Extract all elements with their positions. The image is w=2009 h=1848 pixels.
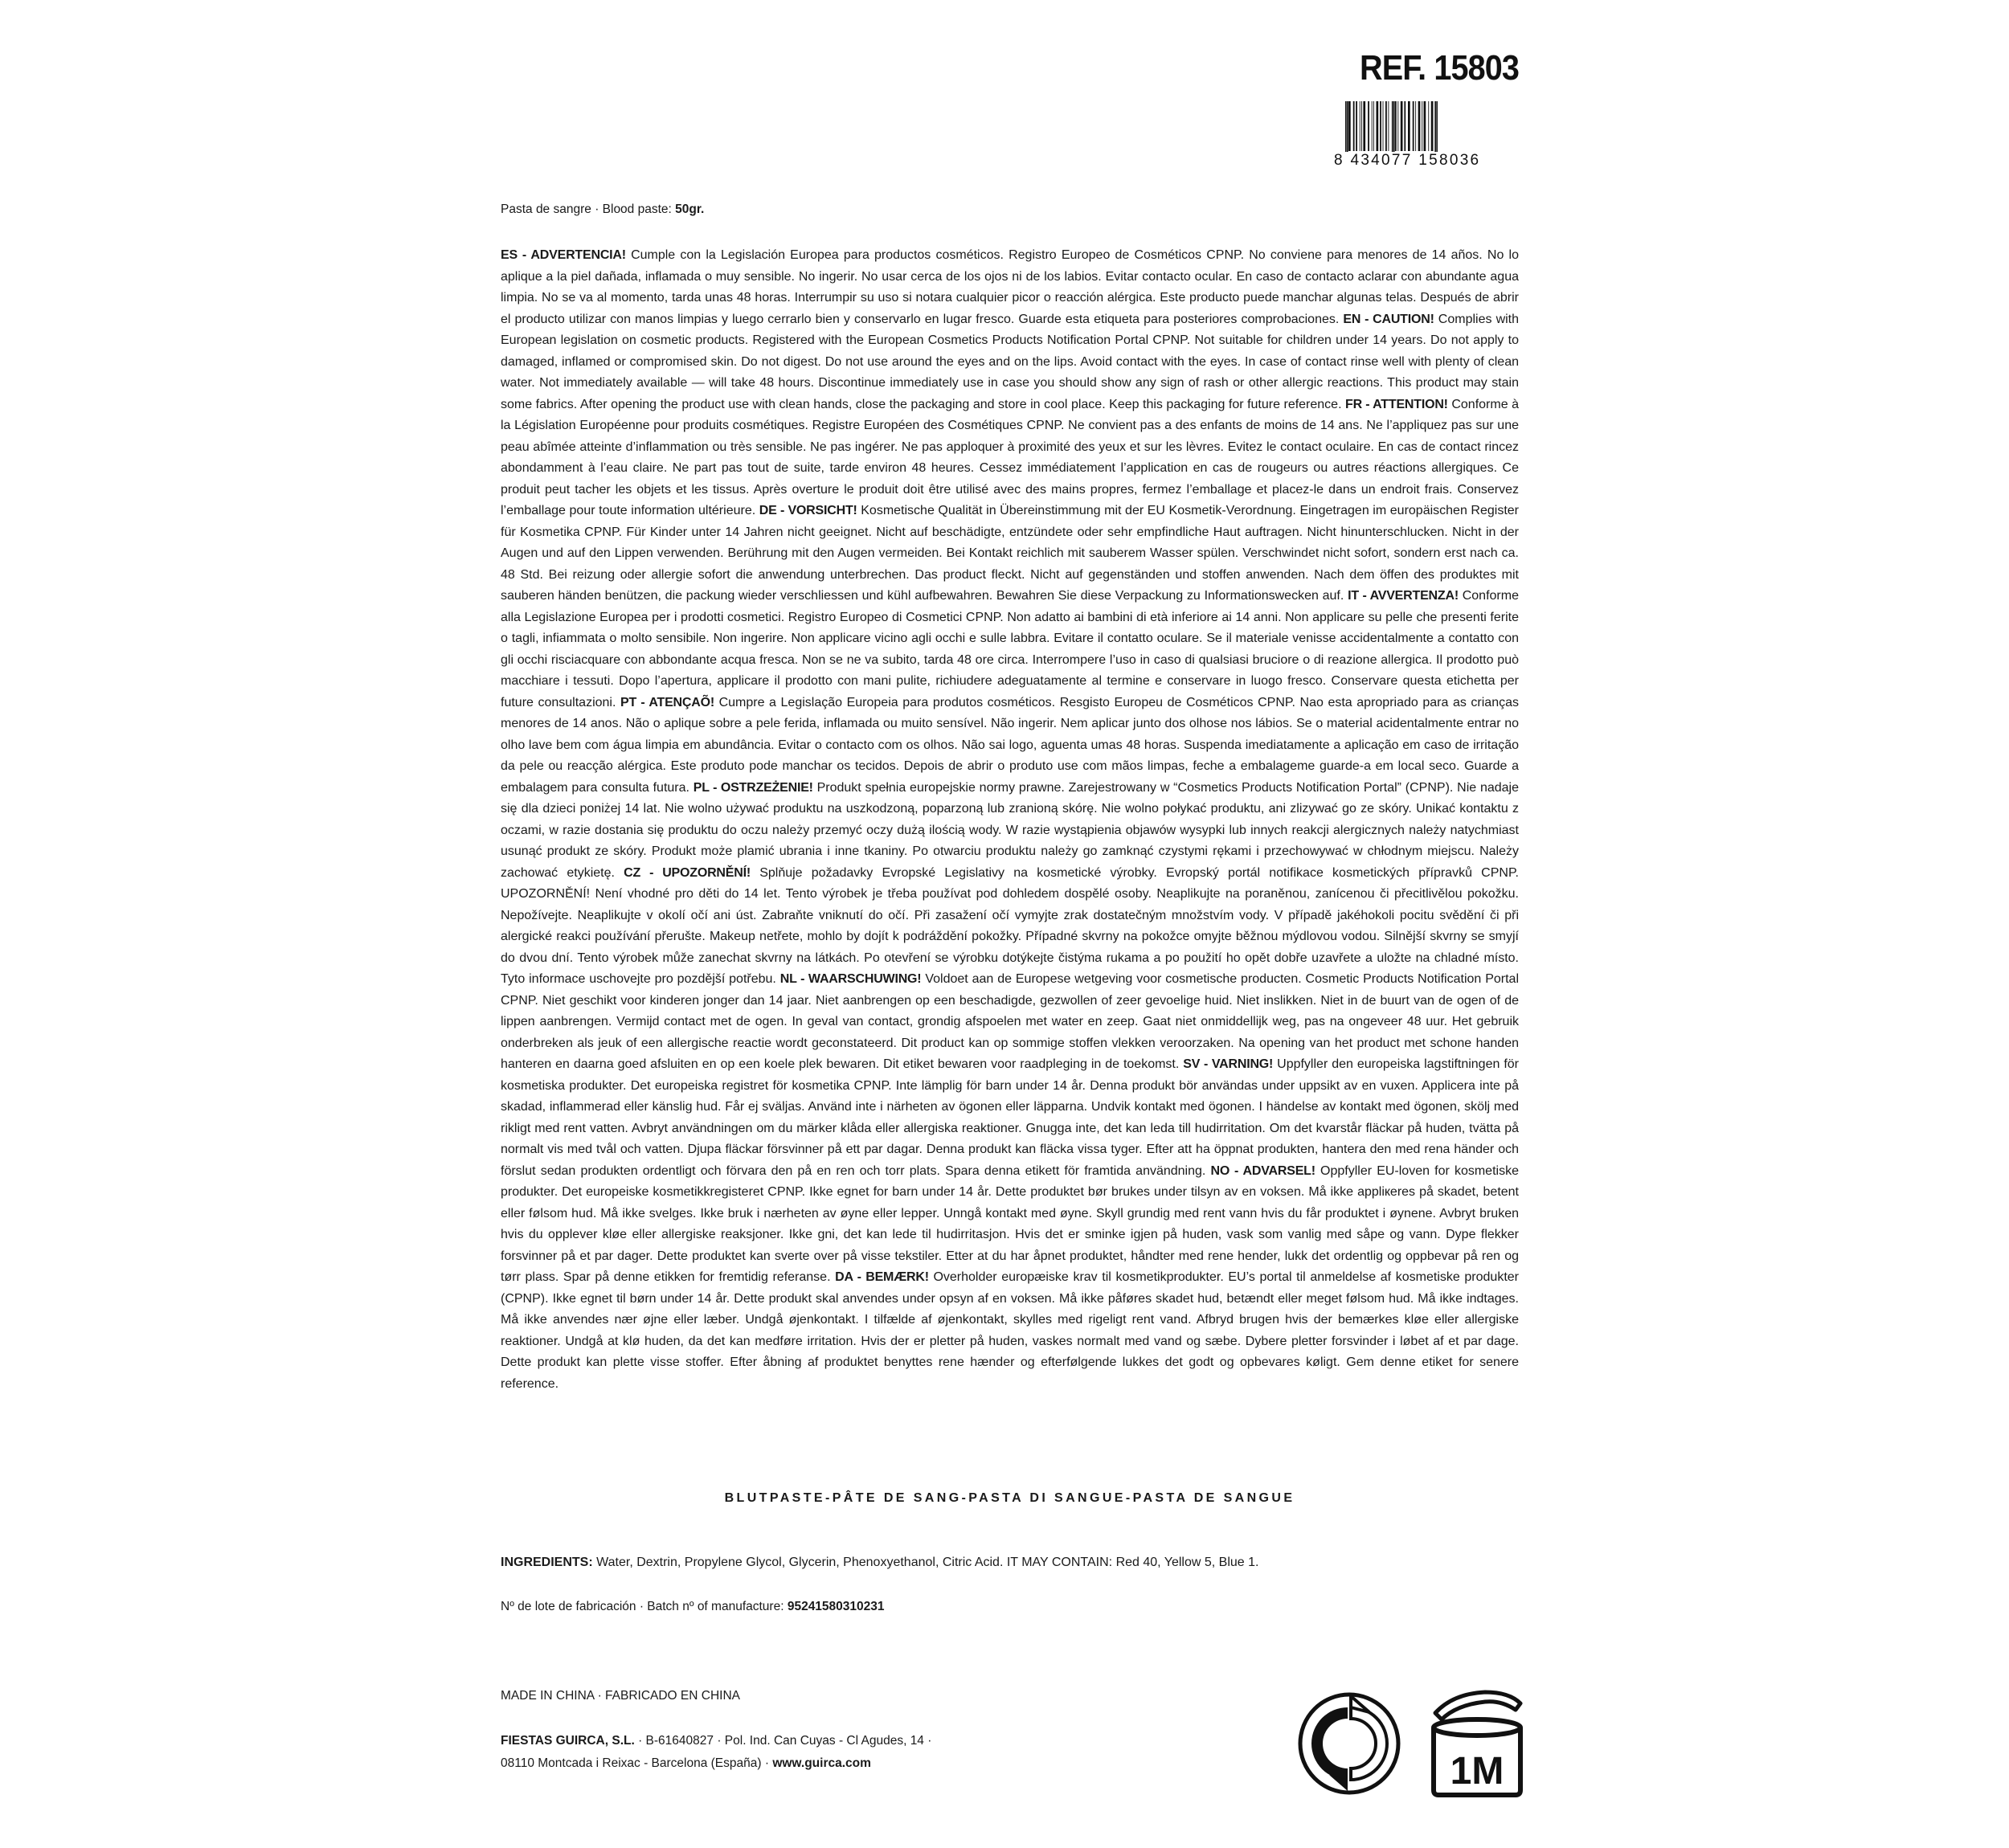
reference-number: REF. 15803	[1360, 48, 1519, 88]
warning-text-cz: Splňuje požadavky Evropské Legislativy na kosmetické výrobky. Evropský portál notifikace kosmetických přípravků CPNP. UPOZORNĚNÍ! Není vhodné pro děti do 14 let. Tento výrobek je třeba používat pod dohledem dospělé osoby. Neaplikujte na poraněnou, zanícenou či přecitlivělou pokožku. Nepožívejte. Neaplikujte v okolí očí ani úst. Zabraňte vniknutí do očí. Při zasažení očí vymyjte zrak dostatečným množstvím vody. V případě jakéhokoli pocitu svědění či při alergické reakci používání přerušte. Makeup netřete, mohlo by dojít k podráždění pokožky. Případné skvrny na pokožce omyjte běžnou mýdlovou vodou. Silnější skvrny se smyjí do dvou dní. Tento výrobek může zanechat skvrny na látkách. Po otevření se výrobku dotýkejte čistýma rukama a po použití ho opět dobře uzavřete a uložte na chladné místo. Tyto informace uschovejte pro pozdější potřebu.	[501, 865, 1520, 986]
warning-heading-no: NO - ADVARSEL!	[1210, 1163, 1315, 1178]
warning-heading-pt: PT - ATENÇAÕ!	[620, 695, 714, 709]
warning-heading-it: IT - AVVERTENZA!	[1348, 589, 1459, 603]
warning-text-fr: Conforme à la Législation Européenne pour produits cosmétiques. Registre Européen des Cosmétiques CPNP. Ne convient pas a des enfants de moins de 14 ans. Ne l’appliquez pas sur une peau abîmée atteinte d’inflammation ou très sensible. Ne pas ingérer. Ne pas apploquer à proximité des yeux et sur les lèvres. Evitez le contact oculaire. En cas de contact rincez abondamment à l’eau claire. Ne part pas tout de suite, tarde environ 48 heures. Cessez immédiatement l’application en cas de rougeurs ou autres réactions allergiques. Ce produit peut tacher les objets et les tissus. Après overture le produit doit être utilisé avec des mains propres, fermez l’emballage et placez-le dans un endroit frais. Conservez l’emballage pour toute information ultérieure.	[501, 397, 1519, 517]
warning-heading-nl: NL - WAARSCHUWING!	[779, 972, 922, 986]
warning-heading-sv: SV - VARNING!	[1183, 1057, 1274, 1071]
barcode-digits: 8 434077 158036	[1334, 152, 1520, 170]
batch-line	[501, 1600, 885, 1614]
warning-heading-de: DE - VORSICHT!	[759, 504, 857, 517]
warning-heading-en: EN - CAUTION!	[1343, 312, 1434, 326]
warning-text-de: Kosmetische Qualität in Übereinstimmung mit der EU Kosmetik-Verordnung. Eingetragen im europäischen Register für Kosmetika CPNP. Für Kinder unter 14 Jahren nicht geeignet. Nicht auf beschädigte, entzündete oder sehr empfindliche Haut auftragen. Nicht hinunterschlucken. Nicht in der Augen und auf den Lippen verwenden. Berührung mit den Augen vermeiden. Bei Kontakt reichlich mit sauberem Wasser spülen. Verschwindet nicht sofort, sondern erst nach ca. 48 Std. Bei reizung oder allergie sofort die anwendung unterbrechen. Das product fleckt. Nicht auf gegenständen und stoffen anwenden. Nach dem öffen des produktes mit sauberen händen benützen, die packung wieder verschliessen und kühl aufbewahren. Bewahren Sie diese Verpackung zu Informationswecken auf.	[501, 504, 1519, 603]
batch-number: 95241580310231	[787, 1600, 885, 1613]
company-info	[501, 1730, 931, 1775]
warning-text-nl: Voldoet aan de Europese wetgeving voor cosmetische producten. Cosmetic Products Notification Portal CPNP. Niet geschikt voor kinderen jonger dan 14 jaar. Niet aanbrengen op een beschadigde, gezwollen of zeer gevoelige huid. Niet inslikken. Niet in de buurt van de ogen of de lippen aanbrengen. Vermijd contact met de ogen. In geval van contact, grondig afspoelen met water en zeep. Gaat niet onmiddellijk weg, pas na ongeveer 48 uur. Het gebruik onderbreken als jeuk of een allergische reactie wordt geconstateerd. Dit product kan op sommige stoffen vlekken veroorzaken. Na opening van het product met schone handen hanteren en daarna goed afsluiten en op een koele plek bewaren. Dit etiket bewaren voor raadpleging in de toekomst.	[501, 972, 1519, 1071]
warning-heading-fr: FR - ATTENTION!	[1345, 397, 1448, 411]
company-line-1	[501, 1730, 931, 1752]
warning-heading-cz: CZ - UPOZORNĚNÍ!	[624, 865, 751, 880]
product-weight: 50gr.	[675, 202, 705, 216]
warning-text-en: Complies with European legislation on cosmetic products. Registered with the European Cosmetics Products Notification Portal CPNP. Not suitable for children under 14 years. Do not apply to damaged, inflamed or compromised skin. Do not digest. Do not use around the eyes and on the lips. Avoid contact with the eyes. In case of contact rinse well with plenty of clean water. Not immediately available — will take 48 hours. Discontinue immediately use in case you should show any sign of rash or other allergic reactions. This product may stain some fabrics. After opening the product use with clean hands, close the packaging and store in cool place. Keep this packaging for future reference.	[501, 312, 1520, 411]
green-dot-recycle-icon	[1297, 1691, 1401, 1796]
product-name	[501, 202, 704, 217]
warning-heading-es: ES - ADVERTENCIA!	[501, 248, 626, 262]
warning-text-pt: Cumpre a Legislação Europeia para produtos cosméticos. Resgisto Europeu de Cosméticos CPNP. Nao esta apropriado para as crianças menores de 14 anos. Não o aplique sobre a pele ferida, inflamada ou muito sensível. Não ingerir. Nem aplicar junto dos olhose nos lábios. Se o material acidentalmente entrar no olho lave bem com água limpia em abundância. Evitar o contacto com os olhos. Não sai logo, aguenta umas 48 horas. Suspenda imediatamente a aplicação em caso de irritação da pele ou reacção alérgica. Este produto pode manchar os tecidos. Depois de abrir o produto use com mãos limpas, feche a embalageme guarde-a em local seco. Guarde a embalagem para consulta futura.	[501, 695, 1519, 795]
warning-heading-pl: PL - OSTRZEŻENIE!	[693, 780, 813, 795]
warning-text-da: Overholder europæiske krav til kosmetikprodukter. EU’s portal til anmeldelse af kosmetiske produkter (CPNP). Ikke egnet til børn under 14 år. Dette produkt skal anvendes under opsyn af en voksen. Må ikke påføres skadet hud, betændt eller meget følsom hud. Må ikke indtages. Må ikke anvendes nær øjne eller læber. Undgå øjenkontakt. I tilfælde af øjenkontakt, skylles med rigeligt rent vand. Afbryd brugen hvis der bemærkes kløe eller allergiske reaktioner. Undgå at klø huden, da det kan medføre irritation. Hvis der er pletter på huden, vaskes normalt med vand og sæbe. Dybere pletter forsvinder i løbet af et par dage. Dette produkt kan plette visse stoffer. Efter åbning af produktet benyttes rene hænder og efterfølgende lukkes det godt og opbevares køligt. Gem denne etiket for senere reference.	[501, 1270, 1519, 1391]
product-label: Pasta de sangre · Blood paste:	[501, 202, 676, 216]
warning-text-es: Cumple con la Legislación Europea para productos cosméticos. Registro Europeo de Cosméticos CPNP. No conviene para menores de 14 años. No lo aplique a la piel dañada, inflamada o muy sensible. No ingerir. No usar cerca de los ojos ni de los labios. Evitar contacto ocular. En caso de contacto aclarar con abundante agua limpia. No se va al momento, tarda unas 48 horas. Interrumpir su uso si notara cualquier picor o reacción alérgica. Este producto puede manchar algunas telas. Después de abrir el producto utilizar con manos limpias y luego cerrarlo bien y conservarlo en lugar fresco. Guarde esta etiqueta para posteriores comprobaciones.	[501, 248, 1519, 326]
company-line-2	[501, 1752, 931, 1775]
product-names-line: BLUTPASTE-PÂTE DE SANG-PASTA DI SANGUE-PASTA DE SANGUE	[724, 1491, 1295, 1505]
company-city: 08110 Montcada i Reixac - Barcelona (España) ·	[501, 1756, 773, 1770]
company-website: www.guirca.com	[772, 1756, 871, 1770]
ingredients-list: Water, Dextrin, Propylene Glycol, Glycerin, Phenoxyethanol, Citric Acid. IT MAY CONTAIN: Red 40, Yellow 5, Blue 1.	[592, 1556, 1259, 1569]
warning-text-sv: Uppfyller den europeiska lagstiftningen för kosmetiska produkter. Det europeiska registret för kosmetika CPNP. Inte lämplig för barn under 14 år. Denna produkt bör användas under uppsikt av en vuxen. Applicera inte på skadad, inflammerad eller känslig hud. Får ej sväljas. Använd inte i närheten av ögonen eller läpparna. Undvik kontakt med ögonen. I händelse av kontakt med ögonen, skölj med rikligt med rent vatten. Avbryt användningen om du märker klåda eller allergiska reaktioner. Gnugga inte, det kan leda till hudirritation. Om det kvarstår fläckar på huden, tvätta på normalt vis med tvål och vatten. Djupa fläckar försvinner på ett par dagar. Denna produkt kan fläcka vissa tyger. Efter att ha öppnat produkten, hantera den med rena händer och förslut sedan produkten ordentligt och förvara den på en ren och torr plats. Spara denna etikett för framtida användning.	[501, 1057, 1520, 1178]
warnings-text	[501, 245, 1519, 1395]
batch-label: Nº de lote de fabricación · Batch nº of manufacture:	[501, 1600, 788, 1613]
warning-text-pl: Produkt spełnia europejskie normy prawne. Zarejestrowany w “Cosmetics Products Notification Portal” (CPNP). Nie nadaje się dla dzieci poniżej 14 lat. Nie wolno używać produktu na uszkodzoną, poparzoną lub zranioną skórę. Nie wolno połykać produktu, ani zlizywać go ze skóry. Unikać kontaktu z oczami, w razie dostania się produktu do oczu należy przemyć oczy dużą ilością wody. W razie wystąpienia objawów wysypki lub innych reakcji alergicznych należy natychmiast usunąć produkt ze skóry. Produkt może plamić ubrania i inne tkaniny. Po otwarciu produktu należy go zamknąć czystymi rękami i przechowywać w chłodnym miejscu. Należy zachować etykietę.	[501, 780, 1520, 880]
pao-label: 1M	[1450, 1750, 1504, 1793]
period-after-opening-icon	[1429, 1687, 1525, 1798]
ingredients	[501, 1556, 1258, 1570]
origin-line: MADE IN CHINA · FABRICADO EN CHINA	[501, 1689, 740, 1703]
company-name: FIESTAS GUIRCA, S.L.	[501, 1734, 635, 1748]
ingredients-label: INGREDIENTS:	[501, 1556, 593, 1569]
company-address: · B-61640827 · Pol. Ind. Can Cuyas - Cl Agudes, 14 ·	[634, 1734, 932, 1748]
warning-text-it: Conforme alla Legislazione Europea per i prodotti cosmetici. Registro Europeo di Cosmetici CPNP. Non adatto ai bambini di età inferiore ai 14 anni. Non applicare su pelle che presenti ferite o tagli, infiammata o molto sensibile. Non ingerire. Non applicare vicino agli occhi e sulle labbra. Evitare il contatto oculare. Se il materiale venisse accidentalmente a contatto con gli occhi risciacquare con abbondante acqua fresca. Non se ne va subito, tarda 48 ore circa. Interrompere l’uso in caso di qualsiasi bruciore o di reazione allergica. Il prodotto può macchiare i tessuti. Dopo l’apertura, applicare il prodotto con mani pulite, richiudere adeguatamente al termine e conservare in luogo fresco. Conservare questa etichetta per future consultazioni.	[501, 589, 1519, 709]
warning-heading-da: DA - BEMÆRK!	[835, 1270, 929, 1284]
warning-text-no: Oppfyller EU-loven for kosmetiske produkter. Det europeiske kosmetikkregisteret CPNP. Ikke egnet for barn under 14 år. Dette produktet bør brukes under tilsyn av en voksen. Må ikke appliкeres på skadet, betent eller følsom hud. Må ikke svelges. Ikke bruk i nærheten av øyne eller lepper. Unngå kontakt med øyne. Skyll grundig med rent vann hvis du får produktet i øynene. Avbryt bruken hvis du opplever kløe eller allergiske reaksjoner. Ikke gni, det kan lede til hudirritasjon. Hvis det er sminke igjen på huden, vask som vanlig med såpe og vann. Dype flekker forsvinner på et par dager. Dette produktet kan sverte over på visse tekstiler. Etter at du har åpnet produktet, håndter med rene hender, lukk det ordentlig og oppbevar på ren og tørr plass. Spar på denne etikken for fremtidig referanse.	[501, 1163, 1519, 1284]
